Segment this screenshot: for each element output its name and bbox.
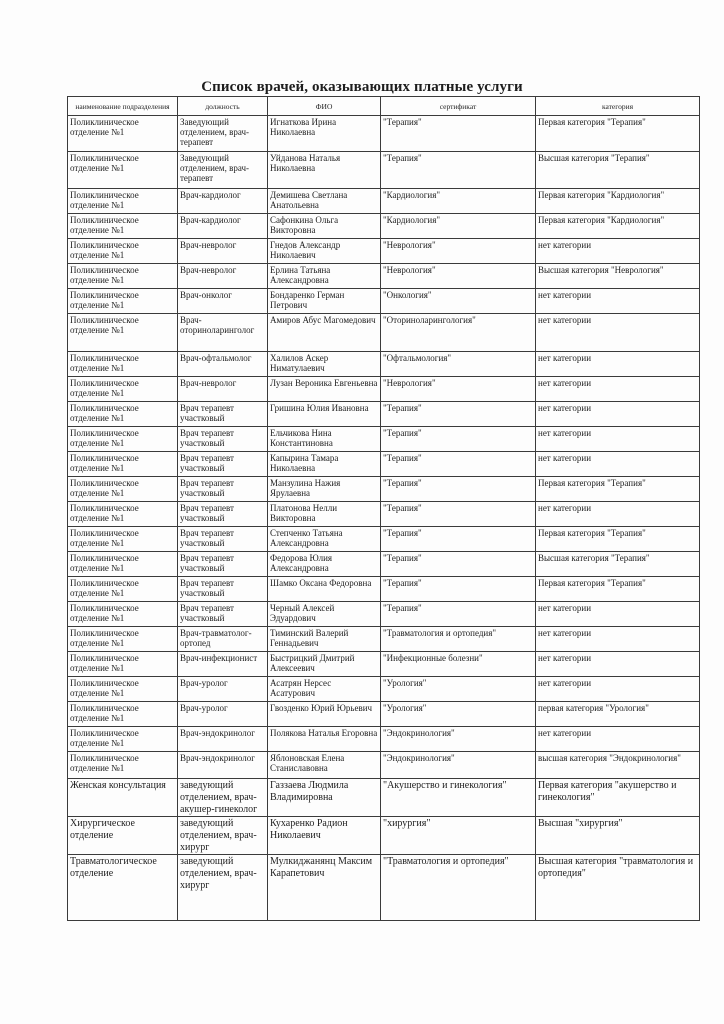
category-cell: нет категории <box>536 239 700 264</box>
certificate-cell: "Терапия" <box>381 577 536 602</box>
certificate-cell: "Терапия" <box>381 552 536 577</box>
table-row <box>68 452 700 477</box>
certificate-cell: "Терапия" <box>381 477 536 502</box>
position-cell: заведующий отделением, врач-хирург <box>178 817 268 855</box>
department-cell: Поликлиническое отделение №1 <box>68 752 178 779</box>
certificate-cell: "хирургия" <box>381 817 536 855</box>
position-cell: Врач терапевт участковый <box>178 502 268 527</box>
column-header-department: наименование подразделения <box>68 97 178 116</box>
doctor-name-cell: Капырина Тамара Николаевна <box>268 452 381 477</box>
position-cell: Врач-онколог <box>178 289 268 314</box>
category-cell: Первая категория "Терапия" <box>536 116 700 152</box>
category-cell: Первая категория "Терапия" <box>536 577 700 602</box>
doctor-name-cell: Платонова Нелли Викторовна <box>268 502 381 527</box>
category-cell: первая категория "Урология" <box>536 702 700 727</box>
certificate-cell: "Терапия" <box>381 152 536 189</box>
department-cell: Травматологическое отделение <box>68 855 178 921</box>
table-row <box>68 855 700 921</box>
position-cell: Врач-травматолог-ортопед <box>178 627 268 652</box>
department-cell: Поликлиническое отделение №1 <box>68 189 178 214</box>
certificate-cell: "Терапия" <box>381 527 536 552</box>
table-row <box>68 602 700 627</box>
table-row <box>68 817 700 855</box>
table-row <box>68 314 700 352</box>
position-cell: Заведующий отделением, врач-терапевт <box>178 116 268 152</box>
category-cell: нет категории <box>536 402 700 427</box>
department-cell: Хирургическое отделение <box>68 817 178 855</box>
certificate-cell: "Терапия" <box>381 452 536 477</box>
category-cell: Высшая категория "Неврология" <box>536 264 700 289</box>
table-row <box>68 502 700 527</box>
category-cell: высшая категория "Эндокринология" <box>536 752 700 779</box>
certificate-cell: "Травматология и ортопедия" <box>381 627 536 652</box>
department-cell: Поликлиническое отделение №1 <box>68 352 178 377</box>
certificate-cell: "Урология" <box>381 702 536 727</box>
doctors-table <box>67 96 700 921</box>
doctor-name-cell: Ерлина Татьяна Александровна <box>268 264 381 289</box>
position-cell: Врач-невролог <box>178 239 268 264</box>
table-row <box>68 214 700 239</box>
certificate-cell: "Терапия" <box>381 602 536 627</box>
table-row <box>68 352 700 377</box>
table-row <box>68 189 700 214</box>
doctor-name-cell: Асатрян Нерсес Асатурович <box>268 677 381 702</box>
category-cell: нет категории <box>536 652 700 677</box>
doctor-name-cell: Гвозденко Юрий Юрьевич <box>268 702 381 727</box>
position-cell: Заведующий отделением, врач-терапевт <box>178 152 268 189</box>
certificate-cell: "Офтальмология" <box>381 352 536 377</box>
department-cell: Поликлиническое отделение №1 <box>68 677 178 702</box>
table-row <box>68 552 700 577</box>
table-row <box>68 627 700 652</box>
department-cell: Поликлиническое отделение №1 <box>68 727 178 752</box>
table-row <box>68 727 700 752</box>
doctor-name-cell: Федорова Юлия Александровна <box>268 552 381 577</box>
doctor-name-cell: Степченко Татьяна Александровна <box>268 527 381 552</box>
table-row <box>68 427 700 452</box>
certificate-cell: "Неврология" <box>381 377 536 402</box>
department-cell: Поликлиническое отделение №1 <box>68 502 178 527</box>
department-cell: Поликлиническое отделение №1 <box>68 552 178 577</box>
certificate-cell: "Травматология и ортопедия" <box>381 855 536 921</box>
department-cell: Поликлиническое отделение №1 <box>68 377 178 402</box>
department-cell: Поликлиническое отделение №1 <box>68 477 178 502</box>
certificate-cell: "Терапия" <box>381 502 536 527</box>
position-cell: заведующий отделением, врач-хирург <box>178 855 268 921</box>
doctor-name-cell: Демишева Светлана Анатольевна <box>268 189 381 214</box>
certificate-cell: "Кардиология" <box>381 214 536 239</box>
department-cell: Поликлиническое отделение №1 <box>68 116 178 152</box>
doctor-name-cell: Кухаренко Радион Николаевич <box>268 817 381 855</box>
table-row <box>68 402 700 427</box>
position-cell: Врач терапевт участковый <box>178 577 268 602</box>
position-cell: Врач терапевт участковый <box>178 477 268 502</box>
header-row <box>68 97 700 116</box>
position-cell: Врач терапевт участковый <box>178 552 268 577</box>
table-row <box>68 702 700 727</box>
position-cell: Врач-уролог <box>178 677 268 702</box>
department-cell: Поликлиническое отделение №1 <box>68 214 178 239</box>
table-row <box>68 377 700 402</box>
department-cell: Поликлиническое отделение №1 <box>68 289 178 314</box>
category-cell: нет категории <box>536 427 700 452</box>
certificate-cell: "Неврология" <box>381 264 536 289</box>
position-cell: Врач-эндокринолог <box>178 727 268 752</box>
column-header-name: ФИО <box>268 97 381 116</box>
column-header-category: категория <box>536 97 700 116</box>
doctor-name-cell: Уйданова Наталья Николаевна <box>268 152 381 189</box>
department-cell: Поликлиническое отделение №1 <box>68 402 178 427</box>
category-cell: Первая категория "Терапия" <box>536 477 700 502</box>
category-cell: Первая категория "Кардиология" <box>536 214 700 239</box>
doctor-name-cell: Гнедов Александр Николаевич <box>268 239 381 264</box>
table-row <box>68 752 700 779</box>
table-row <box>68 779 700 817</box>
table-row <box>68 152 700 189</box>
department-cell: Поликлиническое отделение №1 <box>68 702 178 727</box>
certificate-cell: "Эндокринология" <box>381 727 536 752</box>
column-header-certificate: сертификат <box>381 97 536 116</box>
table-row <box>68 289 700 314</box>
column-header-position: должность <box>178 97 268 116</box>
doctor-name-cell: Игнаткова Ирина Николаевна <box>268 116 381 152</box>
category-cell: нет категории <box>536 627 700 652</box>
category-cell: нет категории <box>536 377 700 402</box>
category-cell: Первая категория "акушерство и гинекология" <box>536 779 700 817</box>
department-cell: Поликлиническое отделение №1 <box>68 152 178 189</box>
category-cell: Первая категория "Кардиология" <box>536 189 700 214</box>
category-cell: нет категории <box>536 727 700 752</box>
department-cell: Поликлиническое отделение №1 <box>68 239 178 264</box>
certificate-cell: "Неврология" <box>381 239 536 264</box>
certificate-cell: "Онкология" <box>381 289 536 314</box>
doctor-name-cell: Гришина Юлия Ивановна <box>268 402 381 427</box>
table-row <box>68 652 700 677</box>
position-cell: Врач-кардиолог <box>178 189 268 214</box>
doctor-name-cell: Манзулина Нажия Ярулаевна <box>268 477 381 502</box>
position-cell: Врач-эндокринолог <box>178 752 268 779</box>
category-cell: Высшая категория "Терапия" <box>536 152 700 189</box>
position-cell: Врач терапевт участковый <box>178 602 268 627</box>
position-cell: Врач-невролог <box>178 264 268 289</box>
position-cell: Врач-оториноларинголог <box>178 314 268 352</box>
table-row <box>68 527 700 552</box>
department-cell: Поликлиническое отделение №1 <box>68 527 178 552</box>
category-cell: нет категории <box>536 352 700 377</box>
table-row <box>68 116 700 152</box>
doctor-name-cell: Шамко Оксана Федоровна <box>268 577 381 602</box>
category-cell: нет категории <box>536 314 700 352</box>
department-cell: Поликлиническое отделение №1 <box>68 264 178 289</box>
certificate-cell: "Инфекционные болезни" <box>381 652 536 677</box>
position-cell: Врач терапевт участковый <box>178 452 268 477</box>
certificate-cell: "Терапия" <box>381 116 536 152</box>
table-row <box>68 677 700 702</box>
department-cell: Поликлиническое отделение №1 <box>68 314 178 352</box>
certificate-cell: "Терапия" <box>381 402 536 427</box>
category-cell: Первая категория "Терапия" <box>536 527 700 552</box>
certificate-cell: "Оториноларингология" <box>381 314 536 352</box>
table-row <box>68 239 700 264</box>
table-row <box>68 477 700 502</box>
doctor-name-cell: Амиров Абус Магомедович <box>268 314 381 352</box>
document-title: Список врачей, оказывающих платные услуги <box>201 79 523 95</box>
department-cell: Поликлиническое отделение №1 <box>68 652 178 677</box>
department-cell: Поликлиническое отделение №1 <box>68 577 178 602</box>
doctor-name-cell: Полякова Наталья Егоровна <box>268 727 381 752</box>
category-cell: Высшая категория "травматология и ортопедия" <box>536 855 700 921</box>
doctor-name-cell: Тиминский Валерий Геннадьевич <box>268 627 381 652</box>
certificate-cell: "Акушерство и гинекология" <box>381 779 536 817</box>
certificate-cell: "Урология" <box>381 677 536 702</box>
table-row <box>68 577 700 602</box>
doctor-name-cell: Яблоновская Елена Станиславовна <box>268 752 381 779</box>
position-cell: Врач терапевт участковый <box>178 527 268 552</box>
category-cell: Высшая категория "Терапия" <box>536 552 700 577</box>
certificate-cell: "Эндокринология" <box>381 752 536 779</box>
department-cell: Поликлиническое отделение №1 <box>68 427 178 452</box>
category-cell: нет категории <box>536 677 700 702</box>
department-cell: Поликлиническое отделение №1 <box>68 602 178 627</box>
doctor-name-cell: Халилов Аскер Ниматулаевич <box>268 352 381 377</box>
category-cell: нет категории <box>536 602 700 627</box>
category-cell: нет категории <box>536 289 700 314</box>
doctor-name-cell: Быстрицкий Дмитрий Алексеевич <box>268 652 381 677</box>
position-cell: Врач терапевт участковый <box>178 402 268 427</box>
position-cell: Врач-уролог <box>178 702 268 727</box>
department-cell: Поликлиническое отделение №1 <box>68 452 178 477</box>
doctor-name-cell: Черный Алексей Эдуардович <box>268 602 381 627</box>
position-cell: Врач терапевт участковый <box>178 427 268 452</box>
table-row <box>68 264 700 289</box>
position-cell: Врач-невролог <box>178 377 268 402</box>
doctor-name-cell: Газзаева Людмила Владимировна <box>268 779 381 817</box>
certificate-cell: "Кардиология" <box>381 189 536 214</box>
doctor-name-cell: Ельчикова Нина Константиновна <box>268 427 381 452</box>
position-cell: Врач-офтальмолог <box>178 352 268 377</box>
position-cell: Врач-инфекционист <box>178 652 268 677</box>
certificate-cell: "Терапия" <box>381 427 536 452</box>
category-cell: нет категории <box>536 502 700 527</box>
position-cell: заведующий отделением, врач-акушер-гинеколог <box>178 779 268 817</box>
doctor-name-cell: Лузан Вероника Евгеньевна <box>268 377 381 402</box>
doctor-name-cell: Мулкиджанянц Максим Карапетович <box>268 855 381 921</box>
category-cell: нет категории <box>536 452 700 477</box>
department-cell: Поликлиническое отделение №1 <box>68 627 178 652</box>
doctor-name-cell: Сафонкина Ольга Викторовна <box>268 214 381 239</box>
category-cell: Высшая "хирургия" <box>536 817 700 855</box>
position-cell: Врач-кардиолог <box>178 214 268 239</box>
doctor-name-cell: Бондаренко Герман Петрович <box>268 289 381 314</box>
department-cell: Женская консультация <box>68 779 178 817</box>
